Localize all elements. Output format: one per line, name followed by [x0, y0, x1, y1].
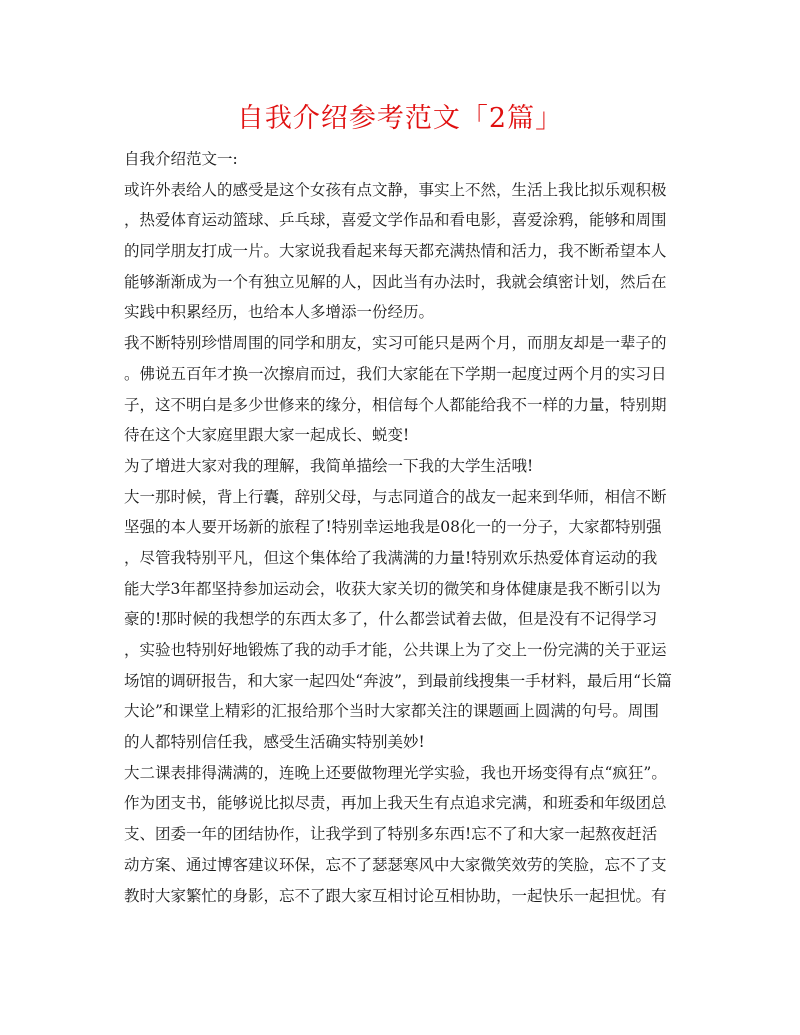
text-line: 能大学3年都坚持参加运动会，收获大家关切的微笑和身体健康是我不断引以为: [124, 579, 661, 598]
text-line: 自我介绍范文一:: [124, 150, 238, 168]
text-line: 坚强的本人要开场新的旅程了!特别幸运地我是08化一的一分子，大家都特别强: [124, 518, 662, 537]
text-line: 。佛说五百年才换一次擦肩而过，我们大家能在下学期一起度过两个月的实习日: [124, 364, 667, 383]
text-line: 为了增进大家对我的理解，我简单描绘一下我的大学生活哦!: [124, 456, 534, 475]
text-line: 豪的!那时候的我想学的东西太多了，什么都尝试着去做，但是没有不记得学习: [124, 610, 658, 629]
text-line: 或许外表给人的感受是这个女孩有点文静，事实上不然，生活上我比拟乐观积极: [124, 180, 667, 199]
text-line: 支、团委一年的团结协作，让我学到了特别多东西!忘不了和大家一起熬夜赶活: [124, 825, 658, 844]
text-line: 大一那时候，背上行囊，辞别父母，与志同道合的战友一起来到华师，相信不断: [124, 487, 667, 506]
text-line: 子，这不明白是多少世修来的缘分，相信每个人都能给我不一样的力量，特别期: [124, 395, 667, 414]
text-line: 实践中积累经历，也给本人多增添一份经历。: [124, 303, 435, 322]
text-line: 的人都特别信任我，感受生活确实特别美妙!: [124, 733, 425, 752]
text-line: 场馆的调研报告，和大家一起四处“奔波”，到最前线搜集一手材料，最后用“长篇: [124, 671, 672, 690]
document-body: [124, 144, 672, 911]
text-line: ，尽管我特别平凡，但这个集体给了我满满的力量!特别欢乐热爱体育运动的我: [124, 548, 658, 567]
document-title: 自我介绍参考范文「2篇」: [236, 103, 564, 134]
text-line: 教时大家繁忙的身影，忘不了跟大家互相讨论互相协助，一起快乐一起担忧。有: [124, 886, 667, 905]
text-line: 待在这个大家庭里跟大家一起成长、蜕变!: [124, 426, 410, 445]
text-line: 大论”和课堂上精彩的汇报给那个当时大家都关注的课题画上圆满的句号。周围: [124, 702, 659, 721]
text-line: 大二课表排得满满的，连晚上还要做物理光学实验，我也开场变得有点“疯狂”。: [124, 763, 667, 782]
text-line: 的同学朋友打成一片。大家说我看起来每天都充满热情和活力，我不断希望本人: [124, 242, 667, 261]
text-line: 作为团支书，能够说比拟尽责，再加上我天生有点追求完满，和班委和年级团总: [124, 794, 667, 813]
text-line: 动方案、通过博客建议环保，忘不了瑟瑟寒风中大家微笑效劳的笑脸，忘不了支: [124, 855, 667, 874]
text-line: ，热爱体育运动篮球、乒乓球，喜爱文学作品和看电影，喜爱涂鸦，能够和周围: [124, 211, 667, 230]
text-line: ，实验也特别好地锻炼了我的动手才能，公共课上为了交上一份完满的关于亚运: [124, 641, 667, 659]
text-line: 我不断特别珍惜周围的同学和朋友，实习可能只是两个月，而朋友却是一辈子的: [124, 334, 667, 353]
text-line: 能够渐渐成为一个有独立见解的人，因此当有办法时，我就会缜密计划，然后在: [124, 272, 667, 291]
